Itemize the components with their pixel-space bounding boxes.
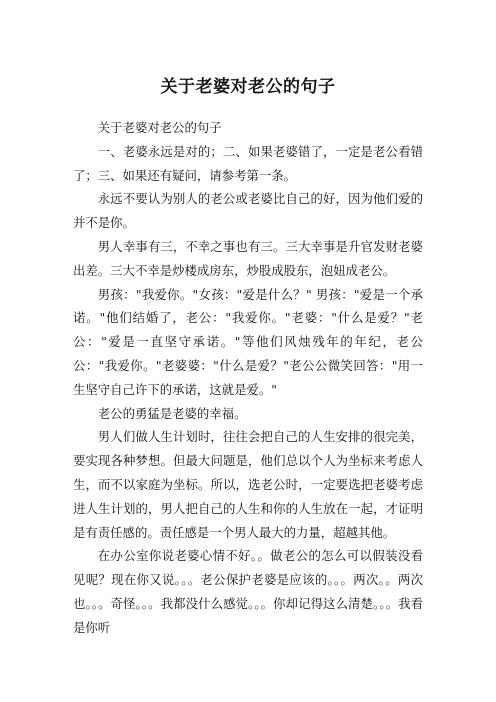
paragraph: 男孩："我爱你。"女孩："爱是什么？" 男孩："爱是一个承诺。"他们结婚了，老公："我爱你。"老婆："什么是爱？"老公："爱是一直坚守承诺。"等他们风烛残年的年纪，老公公："我爱你。"老婆婆："什么是爱？"老公公微笑回答："用一生坚守自己许下的承诺，这就是爱。" <box>73 286 423 397</box>
paragraph: 在办公室你说老婆心情不好。。做老公的怎么可以假装没看见呢？现在你又说。。。老公保护老婆是应该的。。。两次。。两次也。。。奇怪。。。我都没什么感觉。。。你却记得这么清楚。。。我看是你听 <box>73 548 423 635</box>
paragraph: 一、老婆永远是对的；二、如果老婆错了，一定是老公看错了；三、如果还有疑问，请参考第一条。 <box>73 143 423 183</box>
paragraph: 男人们做人生计划时，往往会把自己的人生安排的很完美，要实现各种梦想。但最大问题是，他们总以个人为坐标来考虑人生，而不以家庭为坐标。所以，选老公时，一定要选把老婆考虑进人生计划的，男人把自己的人生和你的人生放在一起，才证明是有责任感的。责任感是一个男人最大的力量，超越其他。 <box>73 429 423 540</box>
paragraph: 关于老婆对老公的句子 <box>97 120 222 135</box>
paragraph: 老公的勇猛是老婆的幸福。 <box>97 405 247 421</box>
document-title: 关于老婆对老公的句子 <box>160 77 336 97</box>
paragraph: 永远不要认为别人的老公或老婆比自己的好，因为他们爱的并不是你。 <box>73 191 423 231</box>
paragraph: 男人幸事有三，不幸之事也有三。三大幸事是升官发财老婆出差。三大不幸是炒楼成房东，炒股成股东，泡妞成老公。 <box>73 238 423 278</box>
